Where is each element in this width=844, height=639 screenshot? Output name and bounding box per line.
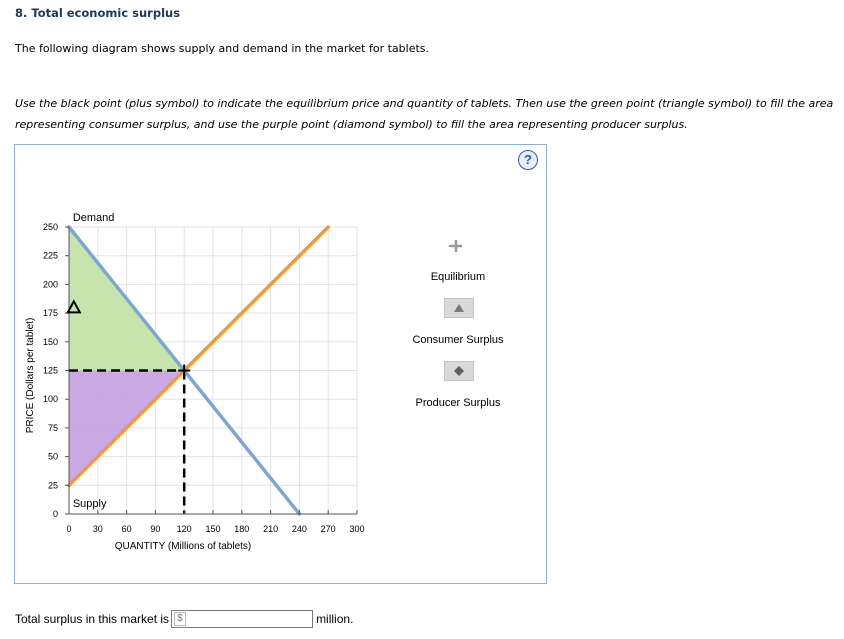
diamond-icon [445, 362, 473, 380]
x-tick-label: 90 [150, 524, 161, 534]
x-tick-label: 0 [66, 524, 72, 534]
y-tick-label: 225 [42, 250, 58, 261]
y-tick-label: 200 [42, 279, 58, 290]
y-tick-label: 50 [47, 451, 58, 462]
total-surplus-suffix: million. [316, 612, 354, 626]
total-surplus-prefix: Total surplus in this market is [15, 612, 170, 626]
x-tick-label: 150 [205, 524, 221, 534]
x-tick-label: 210 [263, 524, 279, 534]
x-tick-label: 120 [176, 524, 192, 534]
y-axis-label: PRICE (Dollars per tablet) [25, 317, 36, 434]
triangle-icon [445, 299, 473, 317]
x-axis-label: QUANTITY (Millions of tablets) [114, 541, 252, 552]
total-surplus-input[interactable] [171, 610, 313, 628]
help-icon[interactable]: ? [518, 150, 538, 170]
consumer-surplus-tool[interactable] [444, 298, 474, 318]
legend-equilibrium: Equilibrium [430, 271, 486, 283]
total-surplus-row [15, 610, 353, 628]
y-tick-label: 250 [42, 222, 58, 232]
x-tick-label: 180 [234, 524, 250, 534]
legend-consumer-surplus: Consumer Surplus [412, 334, 504, 346]
y-tick-label: 150 [42, 336, 58, 347]
x-tick-label: 270 [320, 524, 336, 534]
currency-symbol: $ [174, 612, 186, 626]
x-tick-label: 300 [349, 524, 365, 534]
demand-label: Demand [72, 212, 115, 224]
question-intro: The following diagram shows supply and demand in the market for tablets. [15, 42, 430, 55]
question-title: 8. Total economic surplus [15, 6, 181, 20]
legend-producer-surplus: Producer Surplus [415, 397, 501, 409]
y-tick-label: 100 [42, 394, 58, 405]
y-tick-label: 75 [47, 422, 58, 433]
x-tick-label: 60 [121, 524, 132, 534]
x-tick-label: 240 [291, 524, 307, 534]
y-tick-label: 125 [42, 365, 58, 376]
x-tick-label: 30 [92, 524, 103, 534]
y-tick-label: 0 [52, 509, 58, 519]
y-tick-label: 25 [47, 480, 58, 491]
y-tick-label: 175 [42, 308, 58, 319]
supply-label: Supply [72, 498, 107, 511]
question-instructions: Use the black point (plus symbol) to indicate the equilibrium price and quantity of tablets. Then use the green point (triangle symbol) to fill the area representing consumer surplus, and use the purple point (diamond symbol) to fill the area representing producer surplus. [15, 97, 834, 131]
producer-surplus-tool[interactable] [444, 361, 474, 381]
equilibrium-tool-icon[interactable] [446, 236, 466, 256]
